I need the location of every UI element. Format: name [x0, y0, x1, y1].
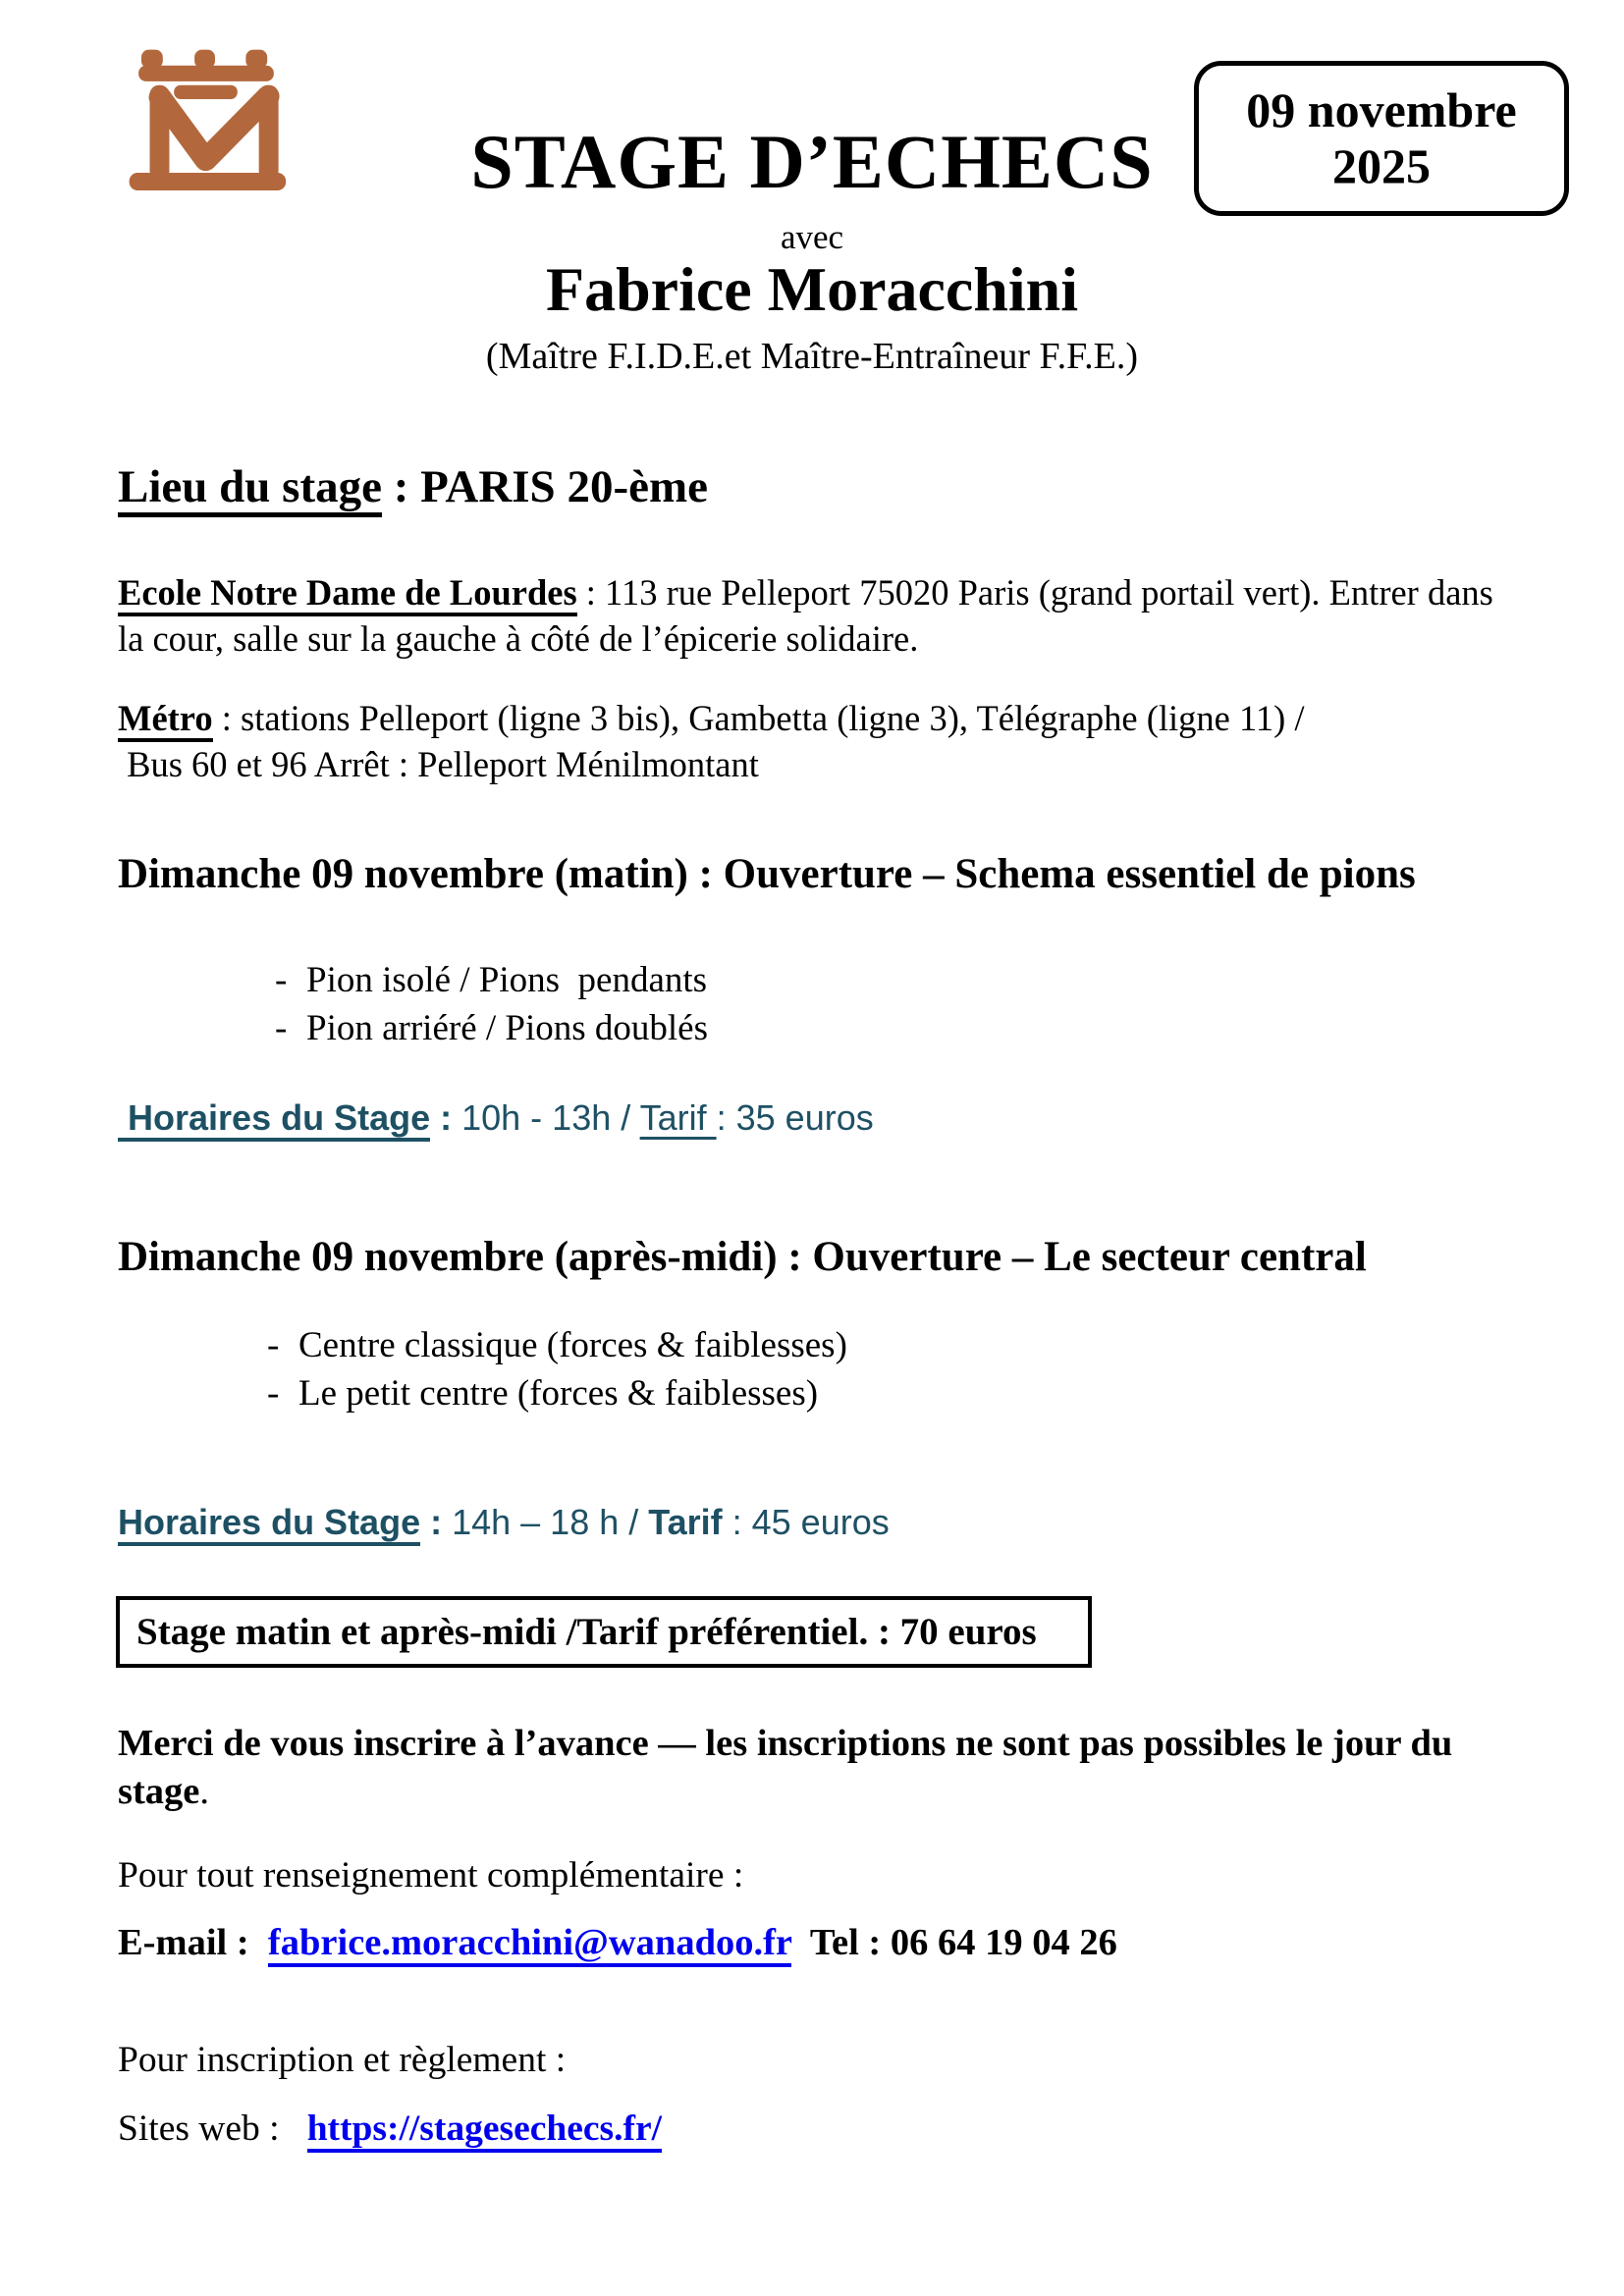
dash-bullet-marker: - — [267, 1373, 280, 1414]
metro-line — [118, 695, 1520, 741]
list-item-text: Pion arriéré / Pions doublés — [306, 1008, 709, 1048]
list-item — [275, 956, 708, 1004]
dash-bullet-marker: - — [267, 1325, 280, 1365]
date-line-2: 2025 — [1332, 138, 1431, 193]
school-name: Ecole Notre Dame de Lourdes — [118, 572, 577, 616]
location-heading-value: PARIS 20-ème — [420, 461, 708, 512]
schedule-label: Horaires du Stage — [118, 1502, 420, 1546]
tarif-colon: : — [722, 1502, 752, 1542]
schedule-label: Horaires du Stage — [118, 1097, 430, 1142]
list-item-text: Le petit centre (forces & faiblesses) — [298, 1373, 819, 1414]
websites-line — [118, 2107, 662, 2151]
with-label: avec — [780, 218, 844, 256]
session-afternoon-schedule — [118, 1500, 890, 1544]
metro-label: Métro — [118, 698, 213, 742]
info-line: Pour tout renseignement complémentaire : — [118, 1855, 744, 1896]
bus-line: Bus 60 et 96 Arrêt : Pelleport Ménilmontant — [118, 744, 759, 784]
session-afternoon-heading: Dimanche 09 novembre (après-midi) : Ouverture – Le secteur central — [118, 1234, 1367, 1280]
email-link[interactable]: fabrice.moracchini@wanadoo.fr — [268, 1922, 791, 1967]
tarif-label: Tarif — [648, 1502, 723, 1542]
schedule-time: 14h – 18 h / — [452, 1502, 649, 1542]
dash-bullet-marker: - — [275, 960, 288, 1000]
page-title: STAGE D’ECHECS — [470, 119, 1154, 204]
email-line — [118, 1920, 1117, 1965]
list-item-text: Pion isolé / Pions pendants — [306, 960, 708, 1000]
schedule-time: 10h - 13h / — [461, 1097, 640, 1138]
session-morning-bullets — [275, 956, 708, 1052]
preferential-price-text: Stage matin et après-midi /Tarif préférentiel. : 70 euros — [136, 1611, 1037, 1653]
session-morning-schedule — [118, 1095, 874, 1140]
school-address-text: : 113 rue Pelleport 75020 Paris (grand portail vert). Entrer dans la cour, salle sur la gauche à côté de l’épicerie solidaire. — [118, 572, 1502, 659]
date-line-1: 09 novembre — [1246, 82, 1517, 137]
schedule-colon: : — [420, 1502, 453, 1542]
location-heading — [118, 459, 708, 514]
inscription-line: Pour inscription et règlement : — [118, 2040, 567, 2080]
instructor-name: Fabrice Moracchini — [545, 254, 1079, 324]
instructor-credentials: (Maître F.I.D.E.et Maître-Entraîneur F.F.E.) — [485, 336, 1139, 377]
preferential-price-box — [116, 1596, 1092, 1668]
registration-note-tail: . — [199, 1771, 210, 1812]
dash-bullet-marker: - — [275, 1008, 288, 1048]
list-item — [267, 1369, 847, 1417]
registration-note — [118, 1720, 1526, 1816]
tarif-price: 35 euros — [735, 1097, 874, 1138]
list-item — [275, 1004, 708, 1052]
websites-label: Sites web : — [118, 2109, 307, 2149]
location-heading-label: Lieu du stage — [118, 461, 382, 517]
website-link[interactable]: https://stagesechecs.fr/ — [307, 2109, 662, 2153]
list-item — [267, 1321, 847, 1369]
tarif-colon: : — [716, 1097, 736, 1138]
tarif-label: Tarif — [639, 1097, 717, 1138]
session-afternoon-bullets — [267, 1321, 847, 1417]
location-heading-sep: : — [382, 461, 421, 512]
metro-text: : stations Pelleport (ligne 3 bis), Gambetta (ligne 3), Télégraphe (ligne 11) / — [212, 698, 1305, 738]
list-item-text: Centre classique (forces & faiblesses) — [298, 1325, 847, 1365]
phone-number: Tel : 06 64 19 04 26 — [791, 1922, 1117, 1963]
email-label: E-mail : — [118, 1922, 268, 1963]
registration-note-bold: Merci de vous inscrire à l’avance — les inscriptions ne sont pas possibles le jour du stage — [118, 1723, 1462, 1812]
tarif-price: 45 euros — [751, 1502, 890, 1542]
session-morning-heading: Dimanche 09 novembre (matin) : Ouverture – Schema essentiel de pions — [118, 851, 1416, 897]
transit-paragraph — [118, 695, 1520, 787]
school-address-paragraph — [118, 569, 1520, 662]
schedule-colon: : — [430, 1097, 462, 1138]
